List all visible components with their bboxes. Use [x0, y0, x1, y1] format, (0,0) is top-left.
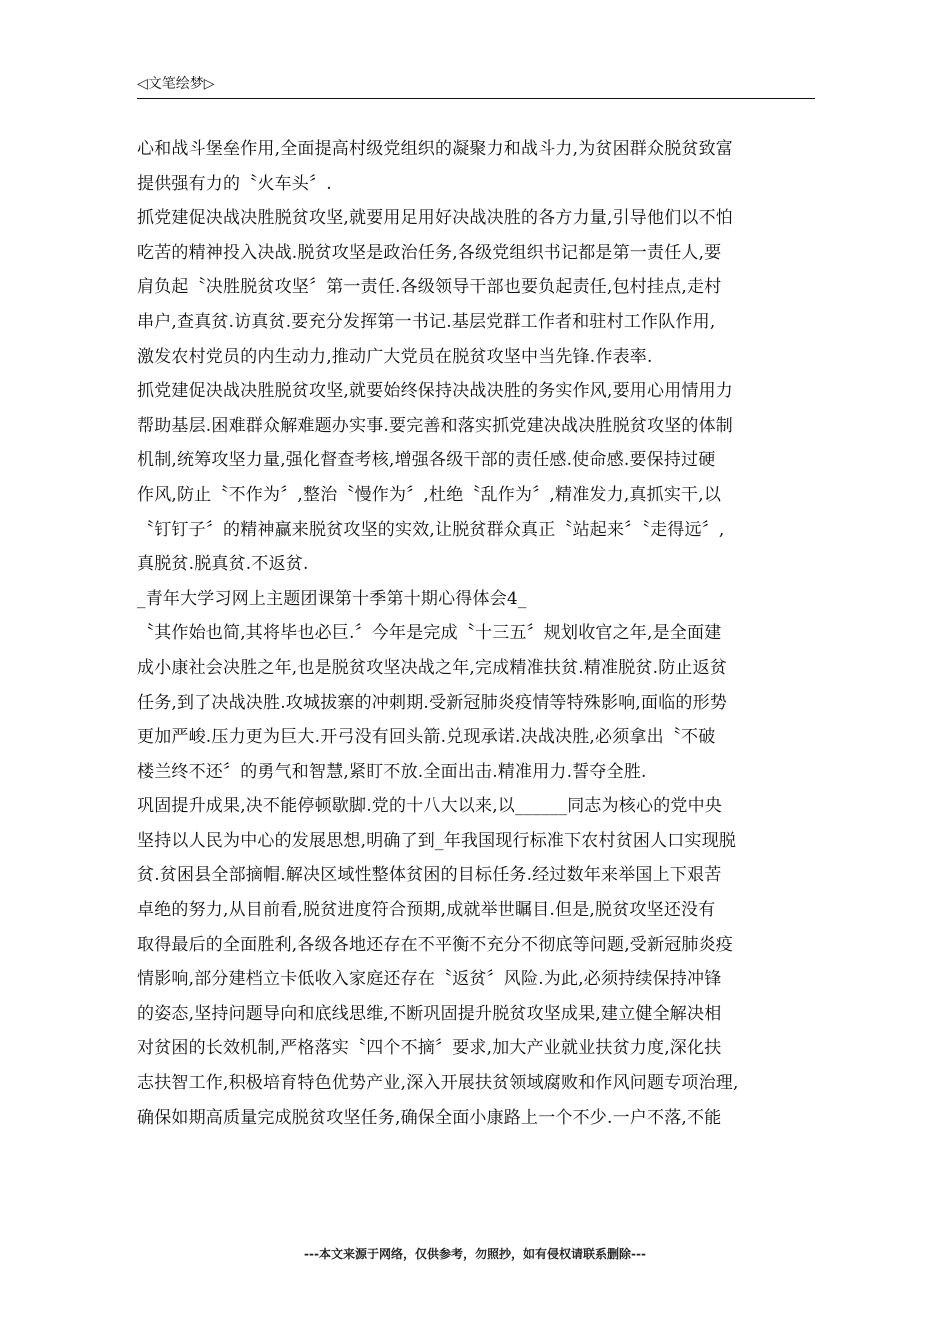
page-footer: ---本文来源于网络，仅供参考，勿照抄，如有侵权请联系删除---: [304, 1247, 646, 1261]
text-line: 激发农村党员的内生动力,推动广大党员在脱贫攻坚中当先锋.作表率.: [137, 346, 653, 367]
text-line: 机制,统筹攻坚力量,强化督查考核,增强各级干部的责任感.使命感.要保持过硬: [137, 450, 716, 471]
text-line: 提供强有力的〝火车头〞.: [137, 173, 332, 194]
text-line: 对贫困的长效机制,严格落实〝四个不摘〞要求,加大产业就业扶贫力度,深化扶: [137, 1038, 722, 1059]
text-line: 心和战斗堡垒作用,全面提高村级党组织的凝聚力和战斗力,为贫困群众脱贫致富: [137, 139, 734, 159]
text-line: 巩固提升成果,决不能停顿歇脚.党的十八大以来,以______同志为核心的党中央: [137, 796, 723, 817]
text-line: 吃苦的精神投入决战.脱贫攻坚是政治任务,各级党组织书记都是第一责任人,要: [137, 242, 722, 263]
document-body: [137, 132, 817, 1135]
text-line: 更加严峻.压力更为巨大.开弓没有回头箭.兑现承诺.决战决胜,必须拿出〝不破: [137, 727, 716, 748]
section-title: _青年大学习网上主题团课第十季第十期心得体会4_: [137, 588, 527, 609]
text-line: 情影响,部分建档立卡低收入家庭还存在〝返贫〞风险.为此,必须持续保持冲锋: [137, 969, 722, 990]
text-line: 确保如期高质量完成脱贫攻坚任务,确保全面小康路上一个不少.一户不落,不能: [137, 1107, 722, 1128]
text-line: 任务,到了决战决胜.攻城拔寨的冲刺期.受新冠肺炎疫情等特殊影响,面临的形势: [137, 692, 728, 713]
text-line: 的姿态,坚持问题导向和底线思维,不断巩固提升脱贫攻坚成果,建立健全解决相: [137, 1003, 722, 1024]
text-line: 取得最后的全面胜利,各级各地还存在不平衡不充分不彻底等问题,受新冠肺炎疫: [137, 934, 734, 955]
text-line: 志扶智工作,积极培育特色优势产业,深入开展扶贫领域腐败和作风问题专项治理,: [137, 1073, 739, 1094]
text-line: 贫.贫困县全部摘帽.解决区域性整体贫困的目标任务.经过数年来举国上下艰苦: [137, 865, 722, 886]
text-line: 串户,查真贫.访真贫.要充分发挥第一书记.基层党群工作者和驻村工作队作用,: [137, 311, 716, 332]
text-line: 成小康社会决胜之年,也是脱贫攻坚决战之年,完成精准扶贫.精准脱贫.防止返贫: [137, 657, 728, 678]
text-line: 卓绝的努力,从目前看,脱贫进度符合预期,成就举世瞩目.但是,脱贫攻坚还没有: [137, 900, 716, 921]
text-line: 〝钉钉子〞的精神赢来脱贫攻坚的实效,让脱贫群众真正〝站起来〞〝走得远〞,: [137, 519, 725, 540]
text-line: 楼兰终不还〞的勇气和智慧,紧盯不放.全面出击.精准用力.誓夺全胜.: [137, 761, 647, 782]
header-brand: ◁文笔绘梦▷: [137, 76, 215, 92]
text-line: 作风,防止〝不作为〞,整治〝慢作为〞,杜绝〝乱作为〞,精准发力,真抓实干,以: [137, 484, 722, 505]
text-line: 真脱贫.脱真贫.不返贫.: [137, 554, 309, 575]
text-line: 抓党建促决战决胜脱贫攻坚,就要始终保持决战决胜的务实作风,要用心用情用力: [137, 381, 734, 402]
page-header: [137, 74, 815, 99]
text-line: 帮助基层.困难群众解难题办实事.要完善和落实抓党建决战决胜脱贫攻坚的体制: [137, 415, 734, 436]
text-line: 〝其作始也简,其将毕也必巨.〞今年是完成〝十三五〞规划收官之年,是全面建: [137, 623, 722, 644]
text-line: 坚持以人民为中心的发展思想,明确了到_年我国现行标准下农村贫困人口实现脱: [137, 830, 737, 851]
text-line: 肩负起〝决胜脱贫攻坚〞第一责任.各级领导干部也要负起责任,包村挂点,走村: [137, 277, 722, 298]
text-line: 抓党建促决战决胜脱贫攻坚,就要用足用好决战决胜的各方力量,引导他们以不怕: [137, 208, 734, 229]
